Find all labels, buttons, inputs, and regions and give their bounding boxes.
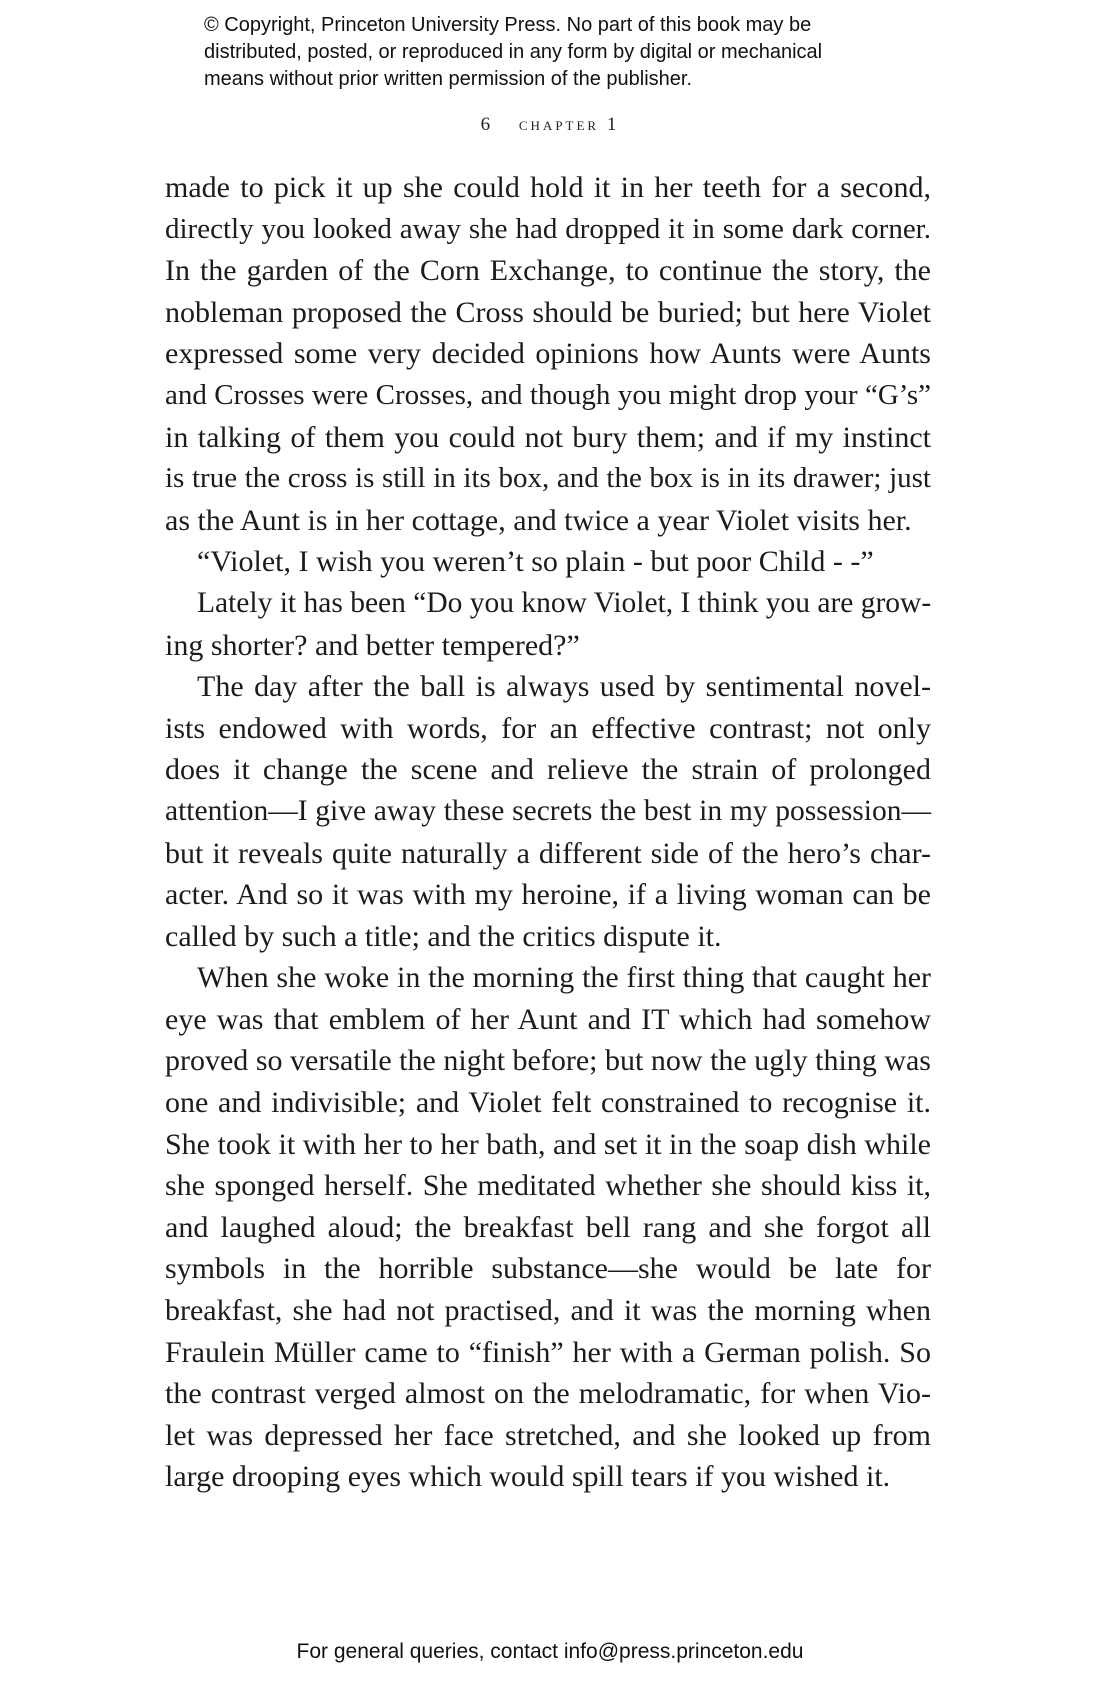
chapter-label: chapter 1 — [518, 114, 620, 135]
body-text — [165, 167, 931, 1498]
copyright-line: means without prior written permission of the publisher. — [204, 68, 693, 90]
text-line: attention—I give away these secrets the best in my possession— — [165, 794, 931, 827]
text-line: Lately it has been “Do you know Violet, I think you are grow- — [197, 586, 932, 619]
text-line: Fraulein Müller came to “finish” her with a German polish. So — [165, 1335, 931, 1369]
text-line: made to pick it up she could hold it in her teeth for a second, — [165, 171, 931, 204]
text-line: large drooping eyes which would spill tears if you wished it. — [165, 1460, 891, 1494]
text-line: eye was that emblem of her Aunt and IT which had somehow — [165, 1002, 931, 1036]
text-line: called by such a title; and the critics dispute it. — [165, 919, 722, 953]
text-line: the contrast verged almost on the melodramatic, for when Vio- — [165, 1377, 931, 1411]
page-number: 6 — [480, 114, 494, 135]
copyright-line: © Copyright, Princeton University Press. No part of this book may be — [204, 14, 812, 36]
text-line: proved so versatile the night before; but now the ugly thing was — [165, 1044, 931, 1078]
text-line: When she woke in the morning the first thing that caught her — [197, 961, 931, 995]
text-line: expressed some very decided opinions how Aunts were Aunts — [165, 337, 931, 371]
text-line: acter. And so it was with my heroine, if a living woman can be — [165, 878, 931, 912]
copyright-line: distributed, posted, or reproduced in any form by digital or mechanical — [204, 41, 823, 63]
text-line: breakfast, she had not practised, and it was the morning when — [165, 1294, 931, 1328]
text-line: does it change the scene and relieve the strain of prolonged — [165, 753, 931, 787]
text-line: one and indivisible; and Violet felt constrained to recognise it. — [165, 1086, 931, 1120]
text-line: but it reveals quite naturally a different side of the hero’s char- — [165, 836, 931, 870]
copyright-notice — [204, 12, 924, 93]
text-line: directly you looked away she had dropped it in some dark corner. — [165, 212, 931, 245]
text-line: symbols in the horrible substance—she would be late for — [165, 1252, 931, 1286]
text-line: She took it with her to her bath, and set it in the soap dish while — [165, 1127, 931, 1161]
text-line: and laughed aloud; the breakfast bell rang and she forgot all — [165, 1210, 931, 1244]
text-line: and Crosses were Crosses, and though you might drop your “G’s” — [165, 378, 931, 411]
text-line: In the garden of the Corn Exchange, to continue the story, the — [165, 254, 931, 288]
footer-contact: For general queries, contact info@press.princeton.edu — [296, 1640, 804, 1663]
text-line: ing shorter? and better tempered?” — [165, 628, 580, 662]
text-line: “Violet, I wish you weren’t so plain - but poor Child - -” — [197, 545, 874, 579]
text-line: let was depressed her face stretched, and she looked up from — [165, 1418, 931, 1452]
text-line: as the Aunt is in her cottage, and twice a year Violet visits her. — [165, 503, 912, 537]
text-line: nobleman proposed the Cross should be buried; but here Violet — [165, 295, 931, 329]
text-line: in talking of them you could not bury them; and if my instinct — [165, 420, 931, 454]
running-head — [0, 114, 1100, 136]
text-line: The day after the ball is always used by sentimental novel- — [197, 670, 931, 704]
text-line: ists endowed with words, for an effective contrast; not only — [165, 711, 931, 745]
text-line: is true the cross is still in its box, and the box is in its drawer; just — [165, 462, 931, 495]
text-line: she sponged herself. She meditated whether she should kiss it, — [165, 1169, 931, 1203]
